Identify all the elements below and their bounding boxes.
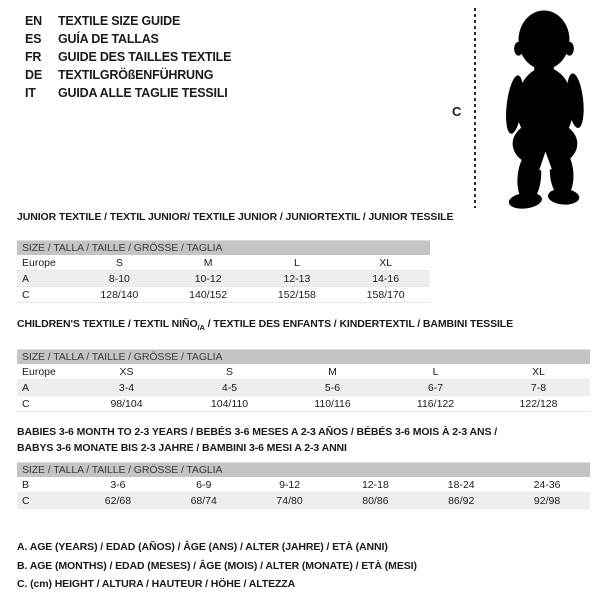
row-label: C bbox=[17, 287, 75, 303]
table-cell: L bbox=[384, 364, 487, 380]
children-title-text: CHILDREN'S TEXTILE / TEXTIL NIÑO bbox=[17, 318, 198, 330]
children-size-table bbox=[17, 349, 590, 412]
table-cell: 6-7 bbox=[384, 380, 487, 396]
table-cell: XL bbox=[487, 364, 590, 380]
table-row bbox=[17, 380, 590, 396]
table-row bbox=[17, 364, 590, 380]
row-label: A bbox=[17, 271, 75, 287]
table-cell: 116/122 bbox=[384, 396, 487, 412]
language-code: ES bbox=[25, 32, 42, 46]
table-cell: 3-4 bbox=[75, 380, 178, 396]
legend-line-c: C. (cm) HEIGHT / ALTURA / HAUTEUR / HÖHE / ALTEZZA bbox=[17, 578, 296, 590]
row-label: B bbox=[17, 477, 75, 493]
babies-textile-section bbox=[17, 424, 590, 509]
table-cell: 3-6 bbox=[75, 477, 161, 493]
table-cell: 152/158 bbox=[253, 287, 342, 303]
junior-section-title: JUNIOR TEXTILE / TEXTIL JUNIOR/ TEXTILE JUNIOR / JUNIORTEXTIL / JUNIOR TESSILE bbox=[17, 211, 454, 223]
table-cell: S bbox=[178, 364, 281, 380]
junior-textile-section bbox=[17, 211, 454, 303]
language-row-fr bbox=[25, 48, 231, 66]
table-cell: M bbox=[281, 364, 384, 380]
table-cell: 68/74 bbox=[161, 493, 247, 509]
table-cell: 104/110 bbox=[178, 396, 281, 412]
children-title-text: / TEXTILE DES ENFANTS / KINDERTEXTIL / BAMBINI TESSILE bbox=[204, 318, 514, 330]
height-measure-label: C bbox=[452, 104, 462, 119]
table-cell: 86/92 bbox=[418, 493, 504, 509]
measure-legend bbox=[17, 538, 417, 594]
children-textile-section bbox=[17, 318, 590, 412]
table-row bbox=[17, 493, 590, 509]
language-code: IT bbox=[25, 86, 36, 100]
height-measure-dashed-line bbox=[474, 8, 476, 208]
table-cell: 24-36 bbox=[504, 477, 590, 493]
babies-section-title: BABIES 3-6 MONTH TO 2-3 YEARS / BEBÉS 3-6 MESES A 2-3 AÑOS / BÉBÉS 3-6 MOIS À 2-3 ANS / BABYS 3-6 MONATE BIS 2-3 JAHRE / BAMBINI 3-6 MESI A 2-3 ANNI bbox=[17, 426, 498, 454]
table-cell: 92/98 bbox=[504, 493, 590, 509]
table-cell: 122/128 bbox=[487, 396, 590, 412]
table-cell: 12-13 bbox=[253, 271, 342, 287]
row-label: A bbox=[17, 380, 75, 396]
size-header-bar: SIZE / TALLA / TAILLE / GRÖSSE / TAGLIA bbox=[17, 463, 590, 478]
table-cell: 12-18 bbox=[332, 477, 418, 493]
table-cell: 8-10 bbox=[75, 271, 164, 287]
language-row-es bbox=[25, 30, 231, 48]
babies-size-table bbox=[17, 462, 590, 509]
table-cell: 10-12 bbox=[164, 271, 253, 287]
language-row-en bbox=[25, 12, 231, 30]
table-cell: L bbox=[253, 255, 342, 271]
table-cell: 18-24 bbox=[418, 477, 504, 493]
size-header-bar: SIZE / TALLA / TAILLE / GRÖSSE / TAGLIA bbox=[17, 241, 430, 256]
language-title-list bbox=[25, 12, 231, 102]
language-code: DE bbox=[25, 68, 42, 82]
row-label: Europe bbox=[17, 364, 75, 380]
children-title-subscript: /A bbox=[197, 323, 205, 333]
measurement-figure bbox=[440, 0, 600, 215]
table-cell: 5-6 bbox=[281, 380, 384, 396]
table-row bbox=[17, 477, 590, 493]
table-cell: 110/116 bbox=[281, 396, 384, 412]
table-cell: 74/80 bbox=[247, 493, 333, 509]
table-cell: XL bbox=[341, 255, 430, 271]
legend-line-a: A. AGE (YEARS) / EDAD (AÑOS) / ÂGE (ANS) / ALTER (JAHRE) / ETÀ (ANNI) bbox=[17, 541, 388, 553]
language-code: EN bbox=[25, 14, 42, 28]
guide-title-de: TEXTILGRÖßENFÜHRUNG bbox=[58, 68, 214, 82]
table-row bbox=[17, 287, 430, 303]
legend-line-b: B. AGE (MONTHS) / EDAD (MESES) / ÂGE (MOIS) / ALTER (MONATE) / ETÀ (MESI) bbox=[17, 559, 417, 572]
table-cell: 7-8 bbox=[487, 380, 590, 396]
guide-title-fr: GUIDE DES TAILLES TEXTILE bbox=[58, 50, 232, 64]
guide-title-it: GUIDA ALLE TAGLIE TESSILI bbox=[58, 86, 228, 100]
table-cell: 128/140 bbox=[75, 287, 164, 303]
size-header-bar: SIZE / TALLA / TAILLE / GRÖSSE / TAGLIA bbox=[17, 350, 590, 365]
table-cell: 62/68 bbox=[75, 493, 161, 509]
language-code: FR bbox=[25, 50, 42, 64]
table-cell: 98/104 bbox=[75, 396, 178, 412]
table-cell: XS bbox=[75, 364, 178, 380]
table-cell: 6-9 bbox=[161, 477, 247, 493]
table-cell: M bbox=[164, 255, 253, 271]
table-cell: 140/152 bbox=[164, 287, 253, 303]
table-cell: 158/170 bbox=[341, 287, 430, 303]
table-cell: 80/86 bbox=[332, 493, 418, 509]
language-row-it bbox=[25, 84, 231, 102]
guide-title-en: TEXTILE SIZE GUIDE bbox=[58, 14, 181, 28]
row-label: C bbox=[17, 396, 75, 412]
junior-size-table bbox=[17, 240, 430, 303]
toddler-silhouette-icon bbox=[495, 8, 593, 210]
table-cell: S bbox=[75, 255, 164, 271]
table-cell: 4-5 bbox=[178, 380, 281, 396]
language-row-de bbox=[25, 66, 231, 84]
table-row bbox=[17, 396, 590, 412]
row-label: Europe bbox=[17, 255, 75, 271]
table-row bbox=[17, 271, 430, 287]
table-row bbox=[17, 255, 430, 271]
children-section-title bbox=[17, 318, 590, 334]
row-label: C bbox=[17, 493, 75, 509]
guide-title-es: GUÍA DE TALLAS bbox=[58, 32, 159, 46]
table-cell: 9-12 bbox=[247, 477, 333, 493]
table-cell: 14-16 bbox=[341, 271, 430, 287]
